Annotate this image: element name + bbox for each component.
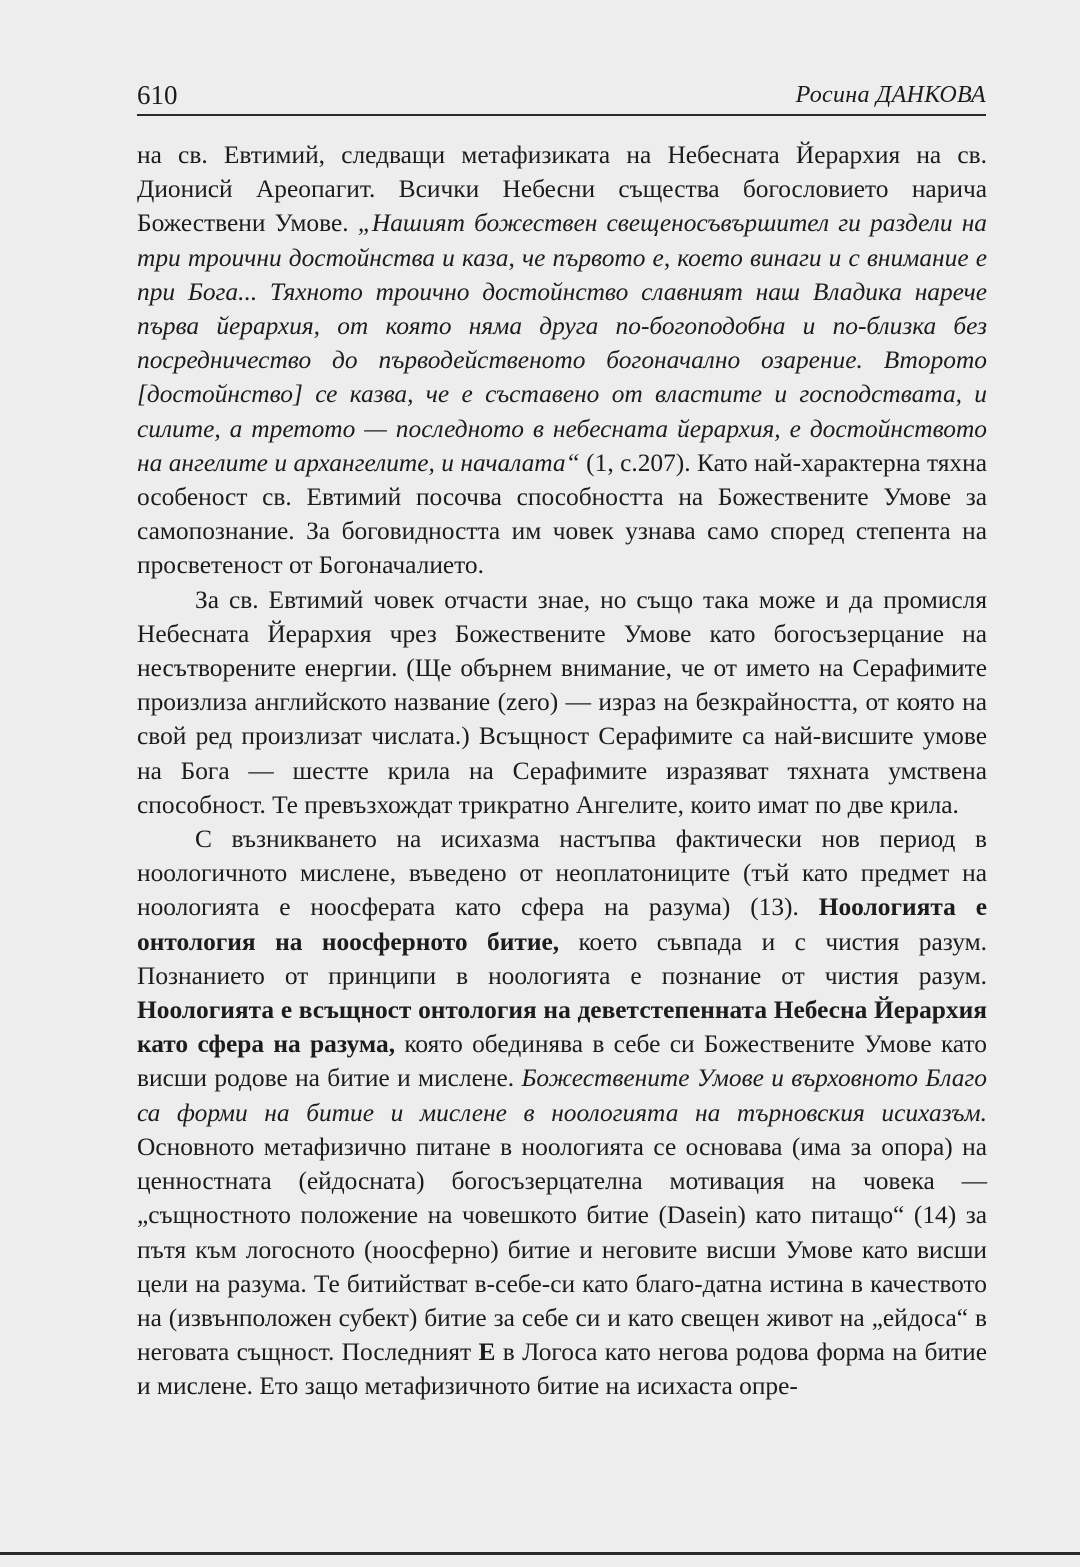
paragraph-3-text-2: което съвпада и с чистия разум. Познанието от принципи в ноологията е познание от чистия разум. bbox=[137, 927, 987, 990]
body-text bbox=[137, 138, 987, 1404]
paragraph-1-tail: (1, с.207). Като най-характерна тяхна особеност св. Евтимий посочва способността на Божествените Умове за самопознание. За боговидността им човек узнава само според степента на просветеност от Богоначалието. bbox=[137, 448, 987, 580]
paragraph-3-bold-letter: Е bbox=[478, 1338, 496, 1367]
paragraph-2-text: За св. Евтимий човек отчасти знае, но също така може и да промисля Небесната Йерархия чрез Божествените Умове като богосъзерцание на несътворените енергии. (Ще обърнем внимание, че от името на Серафимите произлиза английското название (zero) — израз на безкрайността, от която на свой ред произлизат числата.) Всъщност Серафимите са най-висшите умове на Бога — шестте крила на Серафимите изразяват тяхната умствена способност. Те превъзхождат трикратно Ангелите, които имат по две крила. bbox=[137, 585, 987, 819]
running-head-author: Росина ДАНКОВА bbox=[795, 82, 986, 108]
paragraph-3-text-3: която обединява в себе си Божествените Умове като висши родове на битие и мислене. bbox=[137, 1030, 987, 1093]
page-number: 610 bbox=[137, 80, 178, 110]
paragraph-3-text: С възникването на исихазма настъпва фактически нов период в ноологичното мислене, въведено от неоплатониците (тъй като предмет на ноологията е ноосферата като сфера на разума) (13). bbox=[137, 825, 987, 922]
paragraph-1 bbox=[137, 138, 987, 583]
paragraph-3-text-4: Основното метафизично питане в ноологията се основава (има за опора) на ценностната (ейдосната) богосъзерцателна мотивация на човека — „същностното положение на човешкото битие (Dasein) като питащо“ (14) за пътя към логосното (ноосферно) битие и неговите висши Умове като висши цели на разума. Те битийстват в-себе-си като благо-датна истина в качеството на (извънположен субект) битие за себе си и като свещен живот на „ейдоса“ в неговата същност. Последният bbox=[137, 1132, 987, 1367]
paragraph-3-bold-thesis-2: Ноологията е всъщност онтология на деветстепенната Небесна Йерархия като сфера на разума, bbox=[137, 996, 987, 1059]
page-header bbox=[137, 78, 986, 116]
paragraph-2 bbox=[137, 583, 987, 822]
paragraph-3 bbox=[137, 822, 987, 1403]
paragraph-3-italic-thesis: Божествените Умове и върховното Благо са форми на битие и мислене в ноологията на търновския исихазъм. bbox=[137, 1064, 987, 1127]
bottom-edge-rule bbox=[0, 1552, 1080, 1555]
paragraph-1-quote: „Нашият божествен свещеносъвършител ги раздели на три троични достойнства и каза, че първото е, което винаги и с внимание е при Бога... Тяхното троично достойнство славният наш Владика нарече първа йерархия, от която няма друга по-богоподобна и по-близка без посредничество до първодейственото богоначално озарение. Второто [достойнство] се казва, че е съставено от властите и господствата, и силите, а третото — последното в небесната йерархия, е достойнството на ангелите и архангелите, и началата“ bbox=[137, 209, 987, 477]
paragraph-3-bold-thesis-1: Ноологията е онтология на ноосферното битие, bbox=[137, 893, 987, 956]
paragraph-1-text: на св. Евтимий, следващи метафизиката на Небесната Йерархия на св. Дионисй Ареопагит. Всички Небесни същества богословието нарича Божествени Умове. bbox=[137, 141, 987, 238]
paragraph-3-text-5: в Логоса като негова родова форма на битие и мислене. Ето защо метафизичното битие на исихаста опре- bbox=[137, 1338, 987, 1401]
